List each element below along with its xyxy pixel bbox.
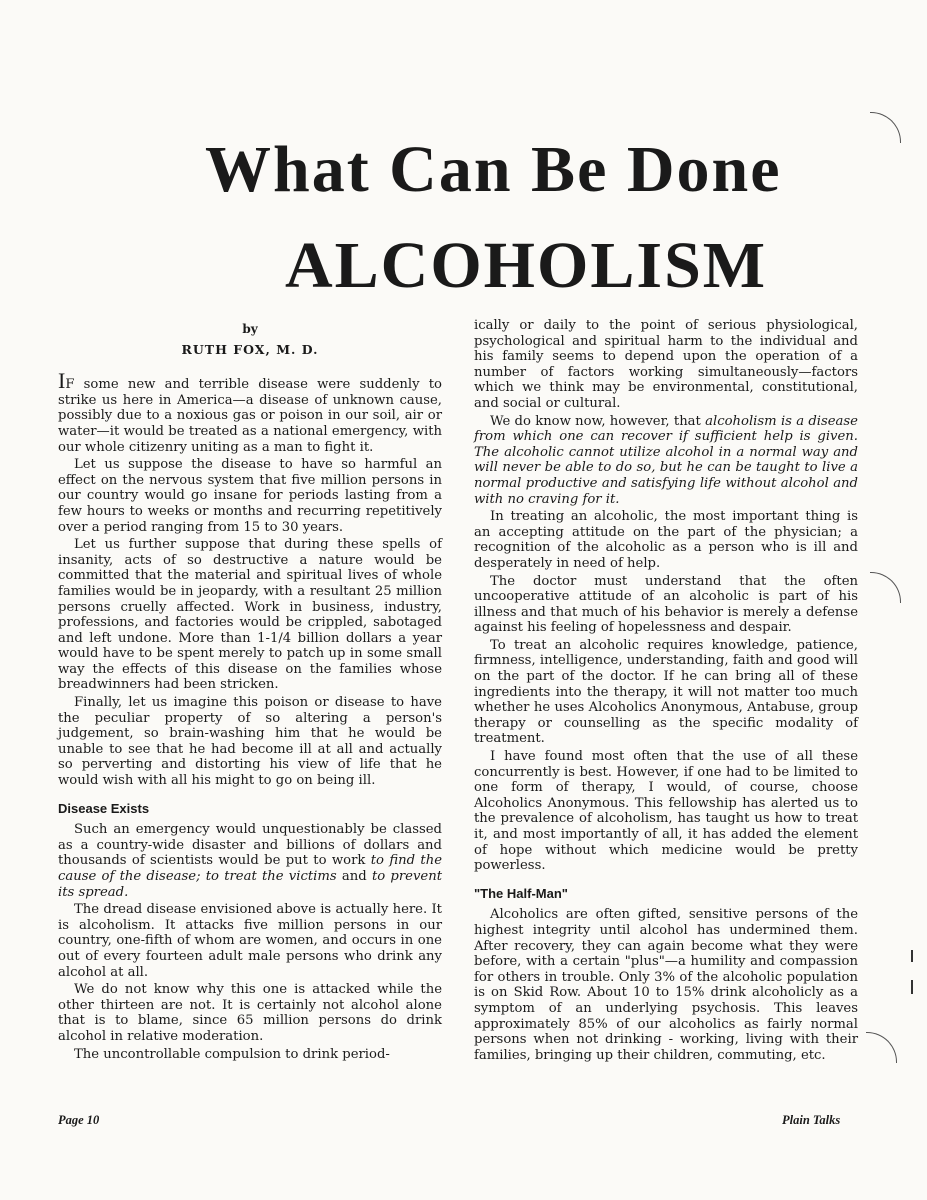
margin-mark	[911, 950, 913, 962]
binder-hole-mark	[870, 572, 901, 603]
paragraph: I have found most often that the use of all these concurrently is best. However, if one had to be limited to one form of therapy, I would, of course, choose Alcoholics Anonymous. This fellowship has alerted us to the prevalence of alcoholism, has taught us how to treat it, and most importantly of all, it has added the element of hope without which medicine would be pretty powerless.	[474, 749, 858, 874]
section-heading-disease-exists: Disease Exists	[58, 800, 150, 816]
paragraph: Finally, let us imagine this poison or disease to have the peculiar property of so altering a person's judgement, so brain-washing him that he would be unable to see that he had become ill at all and actually so perverting and distorting his view of life that he would wish with all his might to go on being ill.	[58, 695, 442, 789]
paragraph: Alcoholics are often gifted, sensitive persons of the highest integrity until alcohol has undermined them. After recovery, they can again become what they were before, with a certain "plus"—a humility and compassion for others in trouble. Only 3% of the alcoholic population is on Skid Row. About 10 to 15% drink alcoholicly as a symptom of an underlying psychosis. This leaves approximately 85% of our alcoholics as fairly normal persons when not drinking - working, living with their families, bringing up their children, commuting, etc.	[474, 907, 858, 1063]
right-column	[474, 318, 858, 1065]
paragraph: The dread disease envisioned above is actually here. It is alcoholism. It attacks five million persons in our country, one-fifth of whom are women, and occurs in one out of every fourteen adult male persons who drink any alcohol at all.	[58, 902, 442, 980]
paragraph: We do not know why this one is attacked while the other thirteen are not. It is certainly not alcohol alone that is to blame, since 65 million persons do drink alcohol in relative moderation.	[58, 982, 442, 1044]
binder-hole-mark	[866, 1032, 897, 1063]
paragraph: We do know now, however, that alcoholism is a disease from which one can recover if sufficient help is given. The alcoholic cannot utilize alcohol in a normal way and will never be able to do so, but he can be taught to live a normal productive and satisfying life without alcohol and with no craving for it.	[474, 413, 858, 507]
paragraph: The uncontrollable compulsion to drink period-	[74, 1046, 390, 1062]
article-title: What Can Be Done	[205, 133, 782, 206]
paragraph: Let us suppose the disease to have so harmful an effect on the nervous system that five million persons in our country would go insane for periods lasting from a few hours to weeks or months and recurring repetitively over a period ranging from 15 to 30 years.	[58, 457, 442, 535]
publication-name: Plain Talks	[782, 1113, 841, 1127]
section-heading-half-man: "The Half-Man"	[474, 885, 568, 901]
paragraph: To treat an alcoholic requires knowledge, patience, firmness, intelligence, understanding, faith and good will on the part of the doctor. If he can bring all of these ingredients into the therapy, it will not matter too much whether he uses Alcoholics Anonymous, Antabuse, group therapy or counselling as the specific modality of treatment.	[474, 637, 858, 747]
paragraph: Such an emergency would unquestionably be classed as a country-wide disaster and billions of dollars and thousands of scientists would be put to work to find the cause of the disease; to treat the victims and to prevent its spread.	[58, 822, 442, 900]
page-number: Page 10	[58, 1113, 100, 1127]
author: RUTH FOX, M. D.	[181, 341, 319, 357]
paragraph: In treating an alcoholic, the most important thing is an accepting attitude on the part of the physician; a recognition of the alcoholic as a person who is ill and desperately in need of help.	[474, 509, 858, 571]
margin-mark	[911, 980, 913, 994]
left-column	[58, 318, 442, 1064]
paragraph: The doctor must understand that the often uncooperative attitude of an alcoholic is part of his illness and that much of his behavior is merely a defense against his feeling of hopelessness and despair.	[474, 573, 858, 636]
paragraph: Let us further suppose that during these spells of insanity, acts of so destructive a nature would be committed that the material and spiritual lives of whole families would be in jeopardy, with a resultant 25 million persons cruelly affected. Work in business, industry, professions, and factories would be crippled, sabotaged and left undone. More than 1-1/4 billion dollars a year would have to be spent merely to patch up in some small way the effects of this disease on the families whose breadwinners had been stricken.	[58, 537, 442, 693]
paragraph: IF some new and terrible disease were suddenly to strike us here in America—a disease of unknown cause, possibly due to a noxious gas or poison in our soil, air or water—it would be treated as a national emergency, with our whole citizenry uniting as a man to fight it.	[58, 368, 442, 455]
drop-cap: I	[58, 368, 66, 394]
paragraph: ically or daily to the point of serious physiological, psychological and spiritual harm to the individual and his family seems to depend upon the operation of a number of factors working simultaneously—factors which we think may be environmental, constitutional, and social or cultural.	[474, 318, 858, 411]
article-subject: ALCOHOLISM	[285, 229, 768, 302]
byline: by	[242, 322, 258, 336]
